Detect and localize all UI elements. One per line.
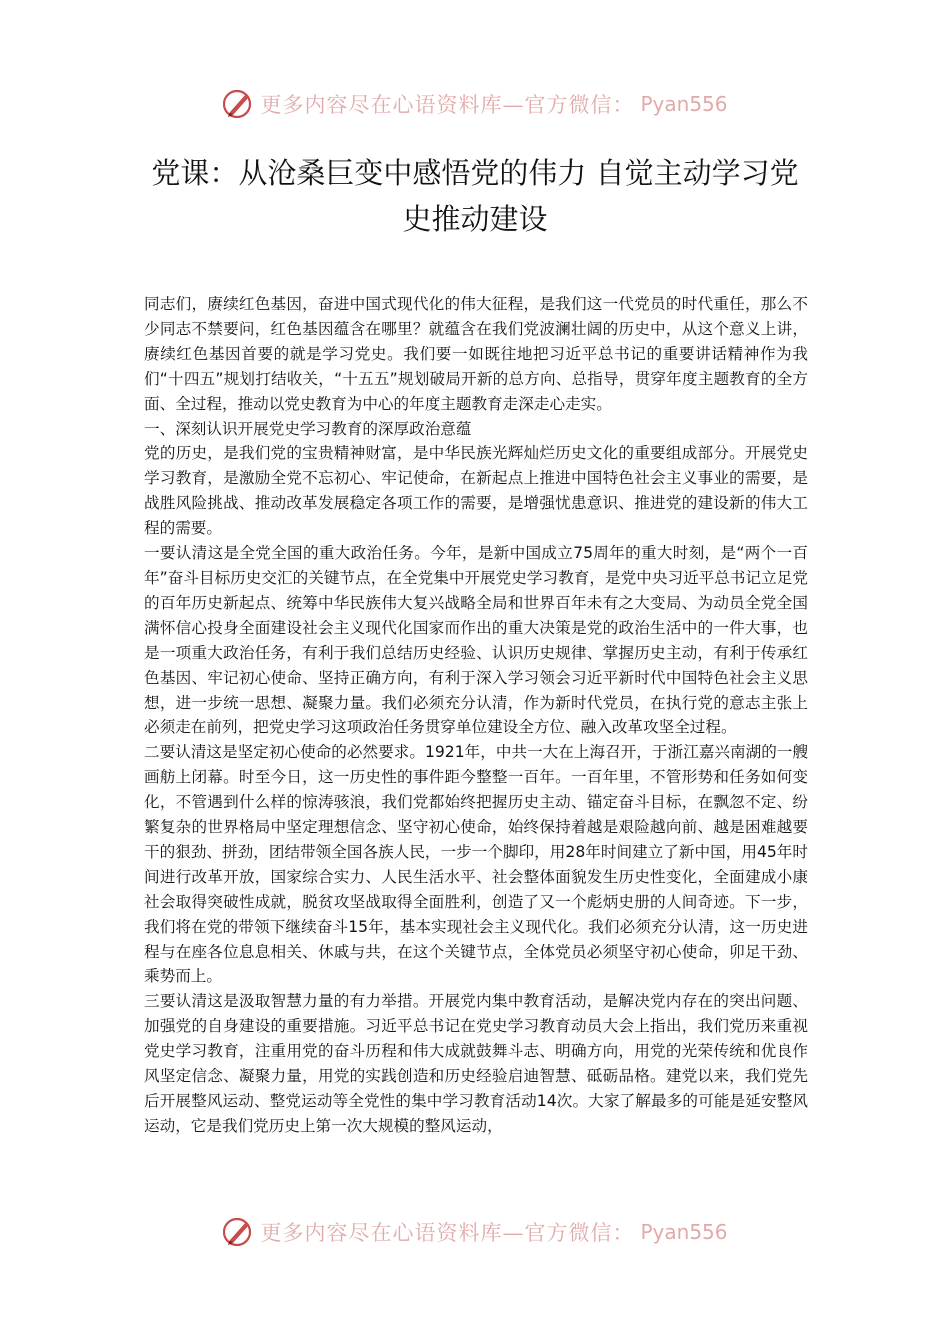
watermark-text: 更多内容尽在心语资料库—官方微信： (260, 93, 635, 117)
watermark-wechat-id: Pyan556 (640, 92, 728, 116)
watermark-text: 更多内容尽在心语资料库—官方微信： (260, 1221, 635, 1245)
pen-logo-icon (222, 1216, 254, 1248)
title-line-1: 党课：从沧桑巨变中感悟党的伟力 自觉主动学习党 (151, 156, 799, 190)
section-heading-1: 一、深刻认识开展党史学习教育的深厚政治意蕴 (144, 419, 472, 438)
paragraph: 一要认清这是全党全国的重大政治任务。今年，是新中国成立75周年的重大时刻，是“两个一百年”奋斗目标历史交汇的关键节点，在全党集中开展党史学习教育，是党中央习近平总书记立足党的百年历史新起点、统筹中华民族伟大复兴战略全局和世界百年未有之大变局、为动员全党全国满怀信心投身全面建设社会主义现代化国家而作出的重大决策是党的政治生活中的一件大事，也是一项重大政治任务，有利于我们总结历史经验、认识历史规律、掌握历史主动，有利于传承红色基因、牢记初心使命、坚持正确方向，有利于深入学习领会习近平新时代中国特色社会主义思想，进一步统一思想、凝聚力量。我们必须充分认清，作为新时代党员，在执行党的意志主张上必须走在前列，把党史学习这项政治任务贯穿单位建设全方位、融入改革攻坚全过程。 (144, 544, 808, 737)
pen-logo-icon (222, 88, 254, 120)
paragraph: 三要认清这是汲取智慧力量的有力举措。开展党内集中教育活动，是解决党内存在的突出问题、加强党的自身建设的重要措施。习近平总书记在党史学习教育动员大会上指出，我们党历来重视党史学习教育，注重用党的奋斗历程和伟大成就鼓舞斗志、明确方向，用党的光荣传统和优良作风坚定信念、凝聚力量，用党的实践创造和历史经验启迪智慧、砥砺品格。建党以来，我们党先后开展整风运动、整党运动等全党性的集中学习教育活动14次。大家了解最多的可能是延安整风运动，它是我们党历史上第一次大规模的整风运动， (144, 992, 808, 1135)
paragraph: 二要认清这是坚定初心使命的必然要求。1921年，中共一大在上海召开，于浙江嘉兴南湖的一艘画舫上闭幕。时至今日，这一历史性的事件距今整整一百年。一百年里，不管形势和任务如何变化，不管遇到什么样的惊涛骇浪，我们党都始终把握历史主动、锚定奋斗目标，在飘忽不定、纷繁复杂的世界格局中坚定理想信念、坚守初心使命，始终保持着越是艰险越向前、越是困难越要干的狠劲、拼劲，团结带领全国各族人民，一步一个脚印，用28年时间建立了新中国，用45年时间进行改革开放，国家综合实力、人民生活水平、社会整体面貌发生历史性变化，全面建成小康社会取得突破性成就，脱贫攻坚战取得全面胜利，创造了又一个彪炳史册的人间奇迹。下一步，我们将在党的带领下继续奋斗15年，基本实现社会主义现代化。我们必须充分认清，这一历史进程与在座各位息息相关、休戚与共，在这个关键节点，全体党员必须坚守初心使命，卯足干劲、乘势而上。 (144, 743, 808, 986)
title-line-2: 史推动建设 (402, 202, 548, 236)
watermark-wechat-id: Pyan556 (640, 1220, 728, 1244)
watermark-footer (0, 1212, 950, 1252)
page-title (140, 150, 810, 242)
paragraph-intro: 同志们，赓续红色基因，奋进中国式现代化的伟大征程，是我们这一代党员的时代重任，那么不少同志不禁要问，红色基因蕴含在哪里？就蕴含在我们党波澜壮阔的历史中，从这个意义上讲，赓续红色基因首要的就是学习党史。我们要一如既往地把习近平总书记的重要讲话精神作为我们“十四五”规划打结收关，“十五五”规划破局开新的总方向、总指导，贯穿年度主题教育的全方面、全过程，推动以党史教育为中心的年度主题教育走深走心走实。 (144, 295, 808, 413)
watermark-header (0, 84, 950, 124)
paragraph: 党的历史，是我们党的宝贵精神财富，是中华民族光辉灿烂历史文化的重要组成部分。开展党史学习教育，是激励全党不忘初心、牢记使命，在新起点上推进中国特色社会主义事业的需要，是战胜风险挑战、推动改革发展稳定各项工作的需要，是增强忧患意识、推进党的建设新的伟大工程的需要。 (144, 444, 808, 538)
document-body (144, 292, 808, 1139)
